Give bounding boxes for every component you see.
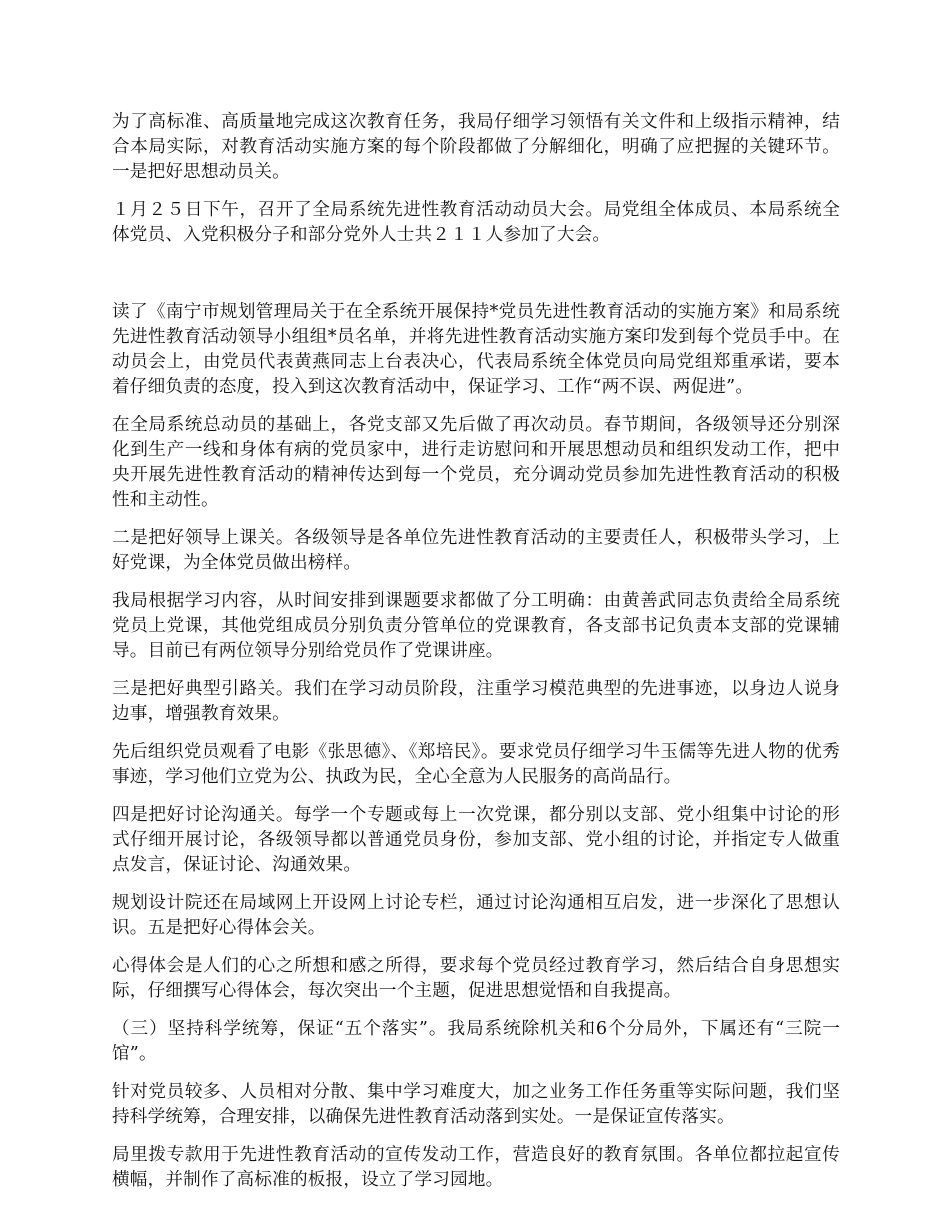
paragraph-4: 在全局系统总动员的基础上，各党支部又先后做了再次动员。春节期间，各级领导还分别深化到生产一线和身体有病的党员家中，进行走访慰问和开展思想动员和组织发动工作，把中央开展先进性教育活动的精神传达到每一个党员，充分调动党员参加先进性教育活动的积极性和主动性。 [112,415,840,510]
paragraph-2: １月２５日下午，召开了全局系统先进性教育活动动员大会。局党组全体成员、本局系统全体党员、入党积极分子和部分党外人士共２１１人参加了大会。 [112,200,840,245]
paragraph-12: （三）坚持科学统筹，保证“五个落实”。我局系统除机关和6个分局外，下属还有“三院一馆”。 [112,1019,840,1064]
paragraph-3: 读了《南宁市规划管理局关于在全系统开展保持*党员先进性教育活动的实施方案》和局系统先进性教育活动领导小组组*员名单，并将先进性教育活动实施方案印发到每个党员手中。在动员会上，由党员代表黄燕同志上台表决心，代表局系统全体党员向局党组郑重承诺，要本着仔细负责的态度，投入到这次教育活动中，保证学习、工作“两不误、两促进”。 [112,302,840,397]
paragraph-8: 先后组织党员观看了电影《张思德》、《郑培民》。要求党员仔细学习牛玉儒等先进人物的优秀事迹，学习他们立党为公、执政为民，全心全意为人民服务的高尚品行。 [112,742,840,787]
document-body [112,110,840,1206]
paragraph-9: 四是把好讨论沟通关。每学一个专题或每上一次党课，都分别以支部、党小组集中讨论的形式仔细开展讨论，各级领导都以普通党员身份，参加支部、党小组的讨论，并指定专人做重点发言，保证讨论、沟通效果。 [112,805,840,875]
paragraph-14: 局里拨专款用于先进性教育活动的宣传发动工作，营造良好的教育氛围。各单位都拉起宣传横幅，并制作了高标准的板报，设立了学习园地。 [112,1145,840,1190]
paragraph-5: 二是把好领导上课关。各级领导是各单位先进性教育活动的主要责任人，积极带头学习，上好党课，为全体党员做出榜样。 [112,528,840,573]
paragraph-13: 针对党员较多、人员相对分散、集中学习难度大，加之业务工作任务重等实际问题，我们坚持科学统筹，合理安排，以确保先进性教育活动落到实处。一是保证宣传落实。 [112,1082,840,1127]
paragraph-11: 心得体会是人们的心之所想和感之所得，要求每个党员经过教育学习，然后结合自身思想实际，仔细撰写心得体会，每次突出一个主题，促进思想觉悟和自我提高。 [112,956,840,1001]
paragraph-10: 规划设计院还在局域网上开设网上讨论专栏，通过讨论沟通相互启发，进一步深化了思想认识。五是把好心得体会关。 [112,893,840,938]
paragraph-7: 三是把好典型引路关。我们在学习动员阶段，注重学习模范典型的先进事迹，以身边人说身边事，增强教育效果。 [112,679,840,724]
paragraph-1: 为了高标准、高质量地完成这次教育任务，我局仔细学习领悟有关文件和上级指示精神，结合本局实际，对教育活动实施方案的每个阶段都做了分解细化，明确了应把握的关键环节。一是把好思想动员关。 [112,112,840,182]
paragraph-6: 我局根据学习内容，从时间安排到课题要求都做了分工明确：由黄善武同志负责给全局系统党员上党课，其他党组成员分别负责分管单位的党课教育，各支部书记负责本支部的党课辅导。目前已有两位领导分别给党员作了党课讲座。 [112,591,840,661]
